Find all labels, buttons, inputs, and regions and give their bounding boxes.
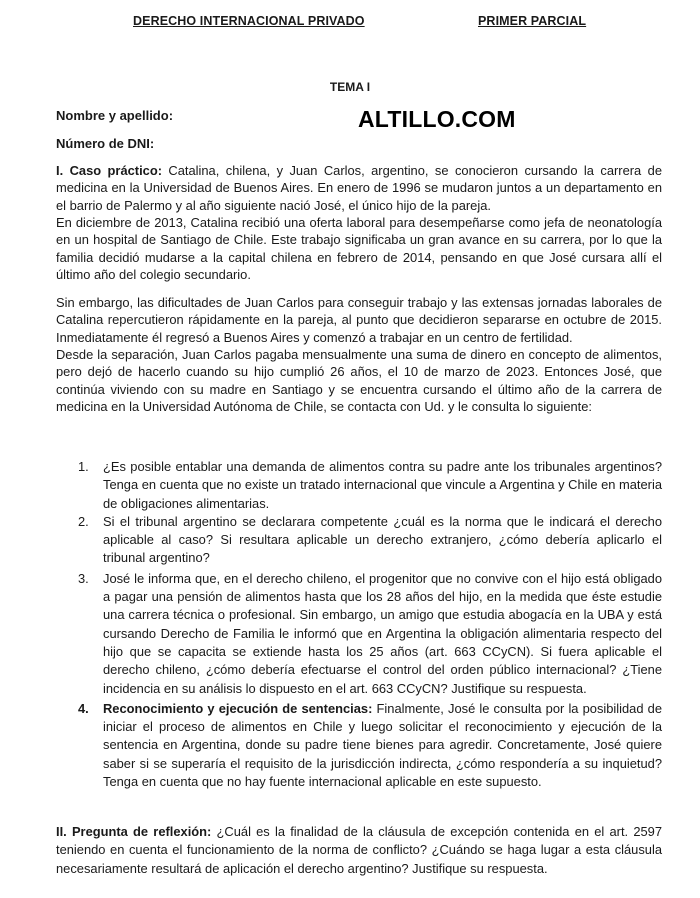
question-heading: Reconocimiento y ejecución de sentencias:: [103, 700, 373, 716]
watermark: ALTILLO.COM: [358, 106, 516, 132]
subject-title: DERECHO INTERNACIONAL PRIVADO: [133, 14, 365, 28]
question-text: ¿Es posible entablar una demanda de alimentos contra su padre ante los tribunales argentinos? Tenga en cuenta que no existe un tratado internacional que vincule a Argentina y Chile en materia de obligaciones alimentarias.: [103, 459, 662, 511]
caso-paragraph-2: En diciembre de 2013, Catalina recibió una oferta laboral para desempeñarse como jefa de neonatología en un hospital de Santiago de Chile. Este trabajo significaba un gran avance en su carrera, por lo que la familia decidió mudarse a la capital chilena en febrero de 2014, pensando en que José cursara allí el último año del colegio secundario.: [56, 215, 662, 282]
question-1: [78, 458, 662, 513]
name-field-label: Nombre y apellido:: [56, 108, 174, 123]
caso-paragraph-1: [56, 162, 662, 214]
caso-paragraph-1-text: Catalina, chilena, y Juan Carlos, argentino, se conocieron cursando la carrera de medicina en la Universidad de Buenos Aires. En enero de 1996 se mudaron juntos a un departamento en el barrio de Palermo y al año siguiente nació José, el único hijo de la pareja.: [56, 163, 662, 213]
caso-paragraph-4: Desde la separación, Juan Carlos pagaba mensualmente una suma de dinero en concepto de alimentos, pero dejó de hacerlo cuando su hijo cumplió 26 años, el 10 de marzo de 2023. Entonces José, que continúa viviendo con su madre en Santiago y se encuentra cursando el último año de la carrera de medicina en la Universidad Autónoma de Chile, se contacta con Ud. y le consulta lo siguiente:: [56, 347, 662, 414]
caso-paragraph-3: Sin embargo, las dificultades de Juan Carlos para conseguir trabajo y las extensas jornadas laborales de Catalina repercutieron rápidamente en la pareja, al punto que decidieron separarse en octubre de 2015. Inmediatamente él regresó a Buenos Aires y comenzó a trabajar en un centro de fertilidad.: [56, 295, 662, 345]
caso-heading: I. Caso práctico:: [56, 163, 162, 178]
question-4: [78, 700, 662, 791]
question-number: 3.: [78, 570, 89, 586]
exam-title: PRIMER PARCIAL: [478, 14, 587, 28]
question-3: [78, 570, 662, 698]
question-number: 4.: [78, 700, 89, 716]
tema-title: TEMA I: [329, 80, 371, 94]
reflexion-paragraph: [56, 823, 662, 878]
question-number: 1.: [78, 459, 89, 474]
question-text: José le informa que, en el derecho chileno, el progenitor que no convive con el hijo está obligado a pagar una pensión de alimentos hasta que los 28 años del hijo, en la medida que éste estudie una carrera técnica o profesional. Sin embargo, un amigo que estudia abogacía en la UBA y está cursando Derecho de Familia le informó que en Argentina la obligación alimentaria respecto del hijo que se capacita se extiende hasta los 25 años (art. 663 CCyCN). Si fuera aplicable el derecho chileno, ¿cómo debería efectuarse el control del orden público internacional? ¿Tiene incidencia en su análisis lo dispuesto en el art. 663 CCyCN? Justifique su respuesta.: [103, 570, 662, 696]
reflexion-heading: II. Pregunta de reflexión:: [56, 824, 212, 839]
question-list: [78, 458, 662, 791]
question-number: 2.: [78, 513, 89, 529]
question-text: Finalmente, José le consulta por la posibilidad de iniciar el proceso de alimentos en Chile y luego solicitar el reconocimiento y ejecución de la sentencia en Argentina, donde su padre tiene bienes para agredir. Concretamente, José quiere saber si se superaría el requisito de la jurisdicción indirecta, ¿cómo respondería a su inquietud? Tenga en cuenta que no hay fuente internacional aplicable en este supuesto.: [103, 700, 662, 790]
question-2: [78, 513, 662, 568]
question-text: Si el tribunal argentino se declarara competente ¿cuál es la norma que le indicará el derecho aplicable al caso? Si resultara aplicable un derecho extranjero, ¿cómo debería aplicarlo el tribunal argentino?: [103, 513, 662, 566]
dni-field-label: Número de DNI:: [56, 136, 155, 151]
reflexion-text: ¿Cuál es la finalidad de la cláusula de excepción contenida en el art. 2597 teniendo en cuenta el funcionamiento de la norma de conflicto? ¿Cuándo se haga lugar a esta cláusula necesariamente resultará de aplicación el derecho argentino? Justifique su respuesta.: [56, 824, 663, 876]
